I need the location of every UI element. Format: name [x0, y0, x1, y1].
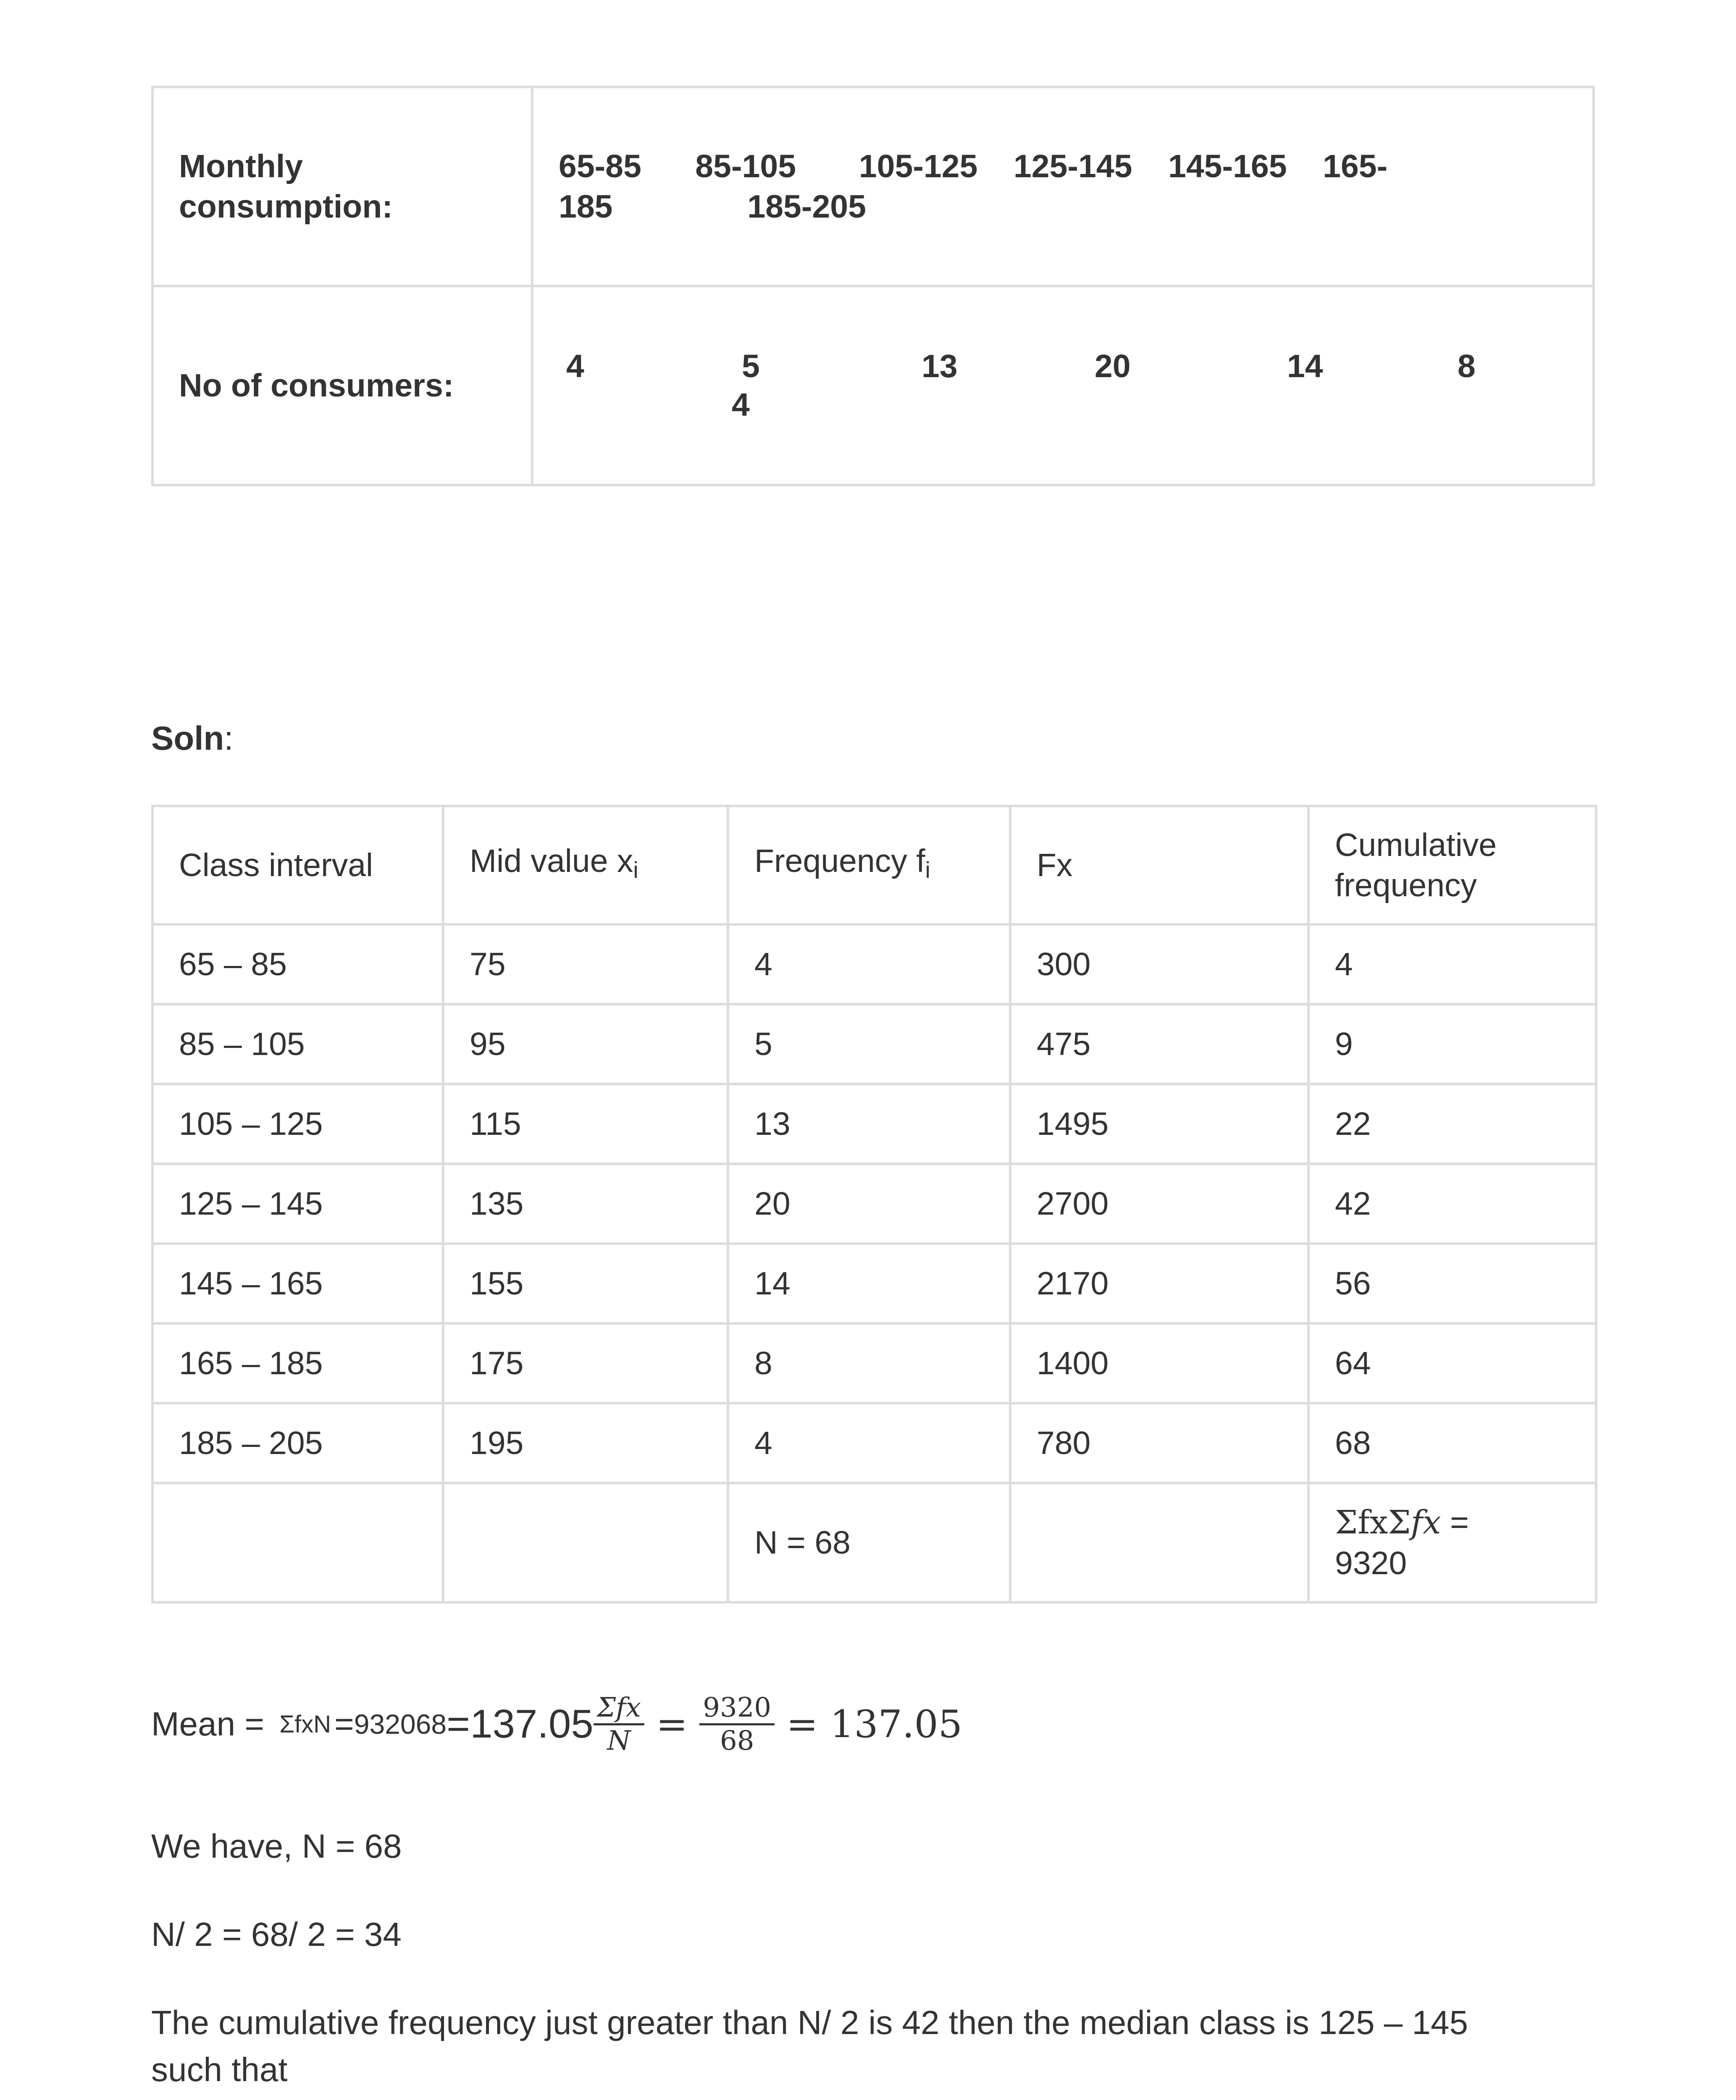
cell-fx: 1495: [1010, 1084, 1308, 1164]
sum-fx-symbol: fx: [1410, 1504, 1441, 1541]
table-body: [152, 924, 1596, 1483]
cell-cumulative-frequency: 42: [1308, 1164, 1596, 1244]
header-class-interval: Class interval: [152, 806, 443, 924]
table-row: [152, 1084, 1596, 1164]
cell-class-interval: 125 – 145: [152, 1164, 443, 1244]
consumption-values-line2: 185 185-205: [559, 189, 866, 225]
cell-class-interval: 185 – 205: [152, 1403, 443, 1483]
table-row: [152, 1164, 1596, 1244]
header-frequency-sub: i: [925, 856, 930, 883]
table-total-row: [152, 1483, 1596, 1602]
consumers-value-extra: 4: [732, 387, 750, 423]
cell-frequency: 5: [728, 1004, 1010, 1084]
table-row: [152, 1004, 1596, 1084]
cell-frequency: 8: [728, 1323, 1010, 1403]
cell-fx: 2700: [1010, 1164, 1308, 1244]
total-sum-fx: [1308, 1483, 1596, 1602]
cell-fx: 780: [1010, 1403, 1308, 1483]
mean-label: Mean =: [151, 1705, 274, 1743]
cell-cumulative-frequency: 56: [1308, 1244, 1596, 1323]
table-row: [152, 1403, 1596, 1483]
sum-fx-prefix: ΣfxΣ: [1335, 1504, 1411, 1541]
consumers-value: 5: [742, 348, 760, 384]
table-row: [152, 1244, 1596, 1323]
consumers-value: 13: [922, 348, 958, 384]
cumulative-frequency-line-1: The cumulative frequency just greater than N/ 2 is 42 then the median class is 125 – 145: [151, 2004, 1468, 2041]
consumers-value: 20: [1095, 348, 1131, 384]
consumption-values-line1: 65-85 85-105 105-125 125-145 145-165 165-: [559, 148, 1388, 184]
header-fx: Fx: [1010, 806, 1308, 924]
cell-class-interval: 85 – 105: [152, 1004, 443, 1084]
mean-num-1: Σfx: [594, 1692, 644, 1725]
cell-fx: 1400: [1010, 1323, 1308, 1403]
frequency-table: [151, 805, 1597, 1604]
mean-num-2: 9320: [699, 1692, 775, 1725]
total-empty-cell: [1010, 1483, 1308, 1602]
consumers-label-cell: [152, 286, 532, 485]
cell-fx: 475: [1010, 1004, 1308, 1084]
cell-mid-value: 95: [443, 1004, 728, 1084]
n-value-line: We have, N = 68: [151, 1827, 402, 1865]
half-n-line: N/ 2 = 68/ 2 = 34: [151, 1916, 402, 1953]
consumption-label-cell: [152, 87, 532, 286]
mean-fraction-2: [699, 1692, 775, 1756]
cell-mid-value: 175: [443, 1323, 728, 1403]
consumers-values-cell: [532, 286, 1594, 485]
consumption-table: [151, 86, 1595, 486]
consumers-label: No of consumers:: [179, 368, 454, 404]
cell-frequency: 20: [728, 1164, 1010, 1244]
header-mid-value-sub: i: [633, 856, 638, 883]
cell-frequency: 4: [728, 1403, 1010, 1483]
header-frequency: [728, 806, 1010, 924]
cell-mid-value: 155: [443, 1244, 728, 1323]
consumption-row: [152, 87, 1594, 286]
consumption-label-line2: consumption:: [179, 189, 393, 225]
mean-plain-result: =137.05: [446, 1701, 594, 1746]
cell-fx: 300: [1010, 924, 1308, 1004]
cell-class-interval: 105 – 125: [152, 1084, 443, 1164]
solution-heading-label: Soln: [151, 719, 224, 757]
consumers-value: 4: [566, 348, 584, 384]
mean-formula: [151, 1682, 962, 1766]
header-cumulative-frequency: Cumulative frequency: [1308, 806, 1596, 924]
header-frequency-label: Frequency f: [754, 843, 925, 879]
table-header-row: [152, 806, 1596, 924]
mean-plain-eq: =: [334, 1705, 354, 1743]
solution-heading-colon: :: [224, 719, 234, 757]
cell-cumulative-frequency: 9: [1308, 1004, 1596, 1084]
mean-equals-sign: =: [656, 1702, 688, 1746]
cell-frequency: 13: [728, 1084, 1010, 1164]
cumulative-frequency-line-2: such that: [151, 2051, 288, 2088]
header-mid-value: [443, 806, 728, 924]
total-empty-cell: [152, 1483, 443, 1602]
sum-fx-eq: =: [1441, 1504, 1469, 1541]
cell-frequency: 14: [728, 1244, 1010, 1323]
table-row: [152, 924, 1596, 1004]
sum-fx-value: 9320: [1335, 1545, 1407, 1581]
cell-fx: 2170: [1010, 1244, 1308, 1323]
cell-cumulative-frequency: 68: [1308, 1403, 1596, 1483]
cell-class-interval: 65 – 85: [152, 924, 443, 1004]
mean-den-2: 68: [720, 1725, 754, 1756]
cell-cumulative-frequency: 64: [1308, 1323, 1596, 1403]
header-mid-value-label: Mid value x: [470, 843, 633, 879]
mean-den-1: N: [607, 1725, 631, 1756]
total-n: N = 68: [728, 1483, 1010, 1602]
total-empty-cell: [443, 1483, 728, 1602]
cell-mid-value: 135: [443, 1164, 728, 1244]
consumption-label-line1: Monthly: [179, 148, 303, 184]
cell-frequency: 4: [728, 924, 1010, 1004]
mean-plain-value: 932068: [354, 1709, 447, 1740]
mean-plain-small: ΣfxN: [279, 1710, 331, 1738]
cell-cumulative-frequency: 4: [1308, 924, 1596, 1004]
cell-cumulative-frequency: 22: [1308, 1084, 1596, 1164]
mean-result: = 137.05: [786, 1702, 963, 1746]
table-row: [152, 1323, 1596, 1403]
solution-heading: [151, 719, 234, 758]
consumption-values-cell: [532, 87, 1594, 286]
cell-mid-value: 75: [443, 924, 728, 1004]
consumers-row: [152, 286, 1594, 485]
cell-mid-value: 195: [443, 1403, 728, 1483]
mean-fraction-1: [594, 1692, 644, 1756]
cell-class-interval: 165 – 185: [152, 1323, 443, 1403]
consumers-value: 8: [1458, 348, 1476, 384]
cell-mid-value: 115: [443, 1084, 728, 1164]
cell-class-interval: 145 – 165: [152, 1244, 443, 1323]
consumers-value: 14: [1287, 348, 1323, 384]
